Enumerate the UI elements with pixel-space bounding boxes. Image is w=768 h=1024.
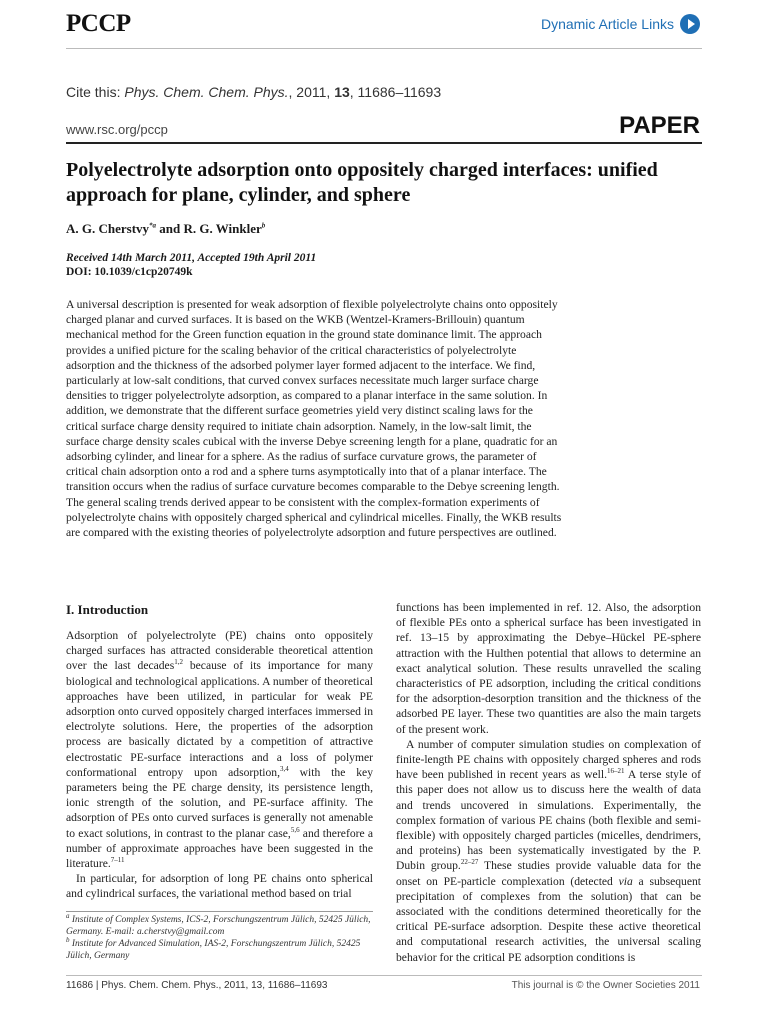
ref-superscript: 1,2 — [174, 658, 183, 667]
text-run: via — [618, 874, 633, 888]
ref-superscript: 16–21 — [607, 767, 625, 776]
cite-prefix: Cite this: — [66, 84, 125, 100]
footnote-rule — [66, 911, 373, 912]
dynamic-links-label[interactable]: Dynamic Article Links — [540, 16, 674, 32]
doi[interactable]: DOI: 10.1039/c1cp20749k — [66, 266, 193, 278]
text-run: Adsorption of polyelectrolyte (PE) chains onto oppositely charged surfaces has attracted considerable theoretical attention over the last decades — [66, 629, 373, 673]
author-1-mark: *a — [149, 221, 157, 230]
abstract: A universal description is presented for weak adsorption of flexible polyelectrolyte chains onto oppositely charged planar and curved surfaces. It is based on the WKB (Wentzel-Kramers-Brillouin) quantum mechanical method for the Green function equation in the ground state dominance limit. The approach provides a unified picture for the scaling behavior of the critical characteristics of polyelectrolyte adsorption and the thickness of the adsorbed polymer layer formed adjacent to the interface. We find, particularly at low-salt conditions, that curved convex surfaces necessitate much larger surface charge densities to trigger polyelectrolyte adsorption, as compared to a planar interface in the same solution. In addition, we demonstrate that the different surface geometries yield very distinct scaling laws for the critical surface charge density required to initiate chain adsorption. Namely, in the low-salt limit, the surface charge density scales cubical with the inverse Debye screening length for a plane, quadratic for an adsorbing cylinder, and linear for a sphere. As the radius of surface curvature grows, the parameter of critical chain adsorption onto a rod and a sphere turns asymptotically into that of a planar interface. The transition occurs when the radius of surface curvature becomes comparable to the Debye screening length. The general scaling trends derived appear to be consistent with the complex-formation experiments of polyelectrolyte chains with oppositely charged spherical and cylindrical micelles. Finally, the WKB results are compared with the existing theories of polyelectrolyte adsorption and future perspectives are outlined. — [66, 298, 562, 540]
author-and: and — [156, 221, 184, 236]
cite-volume: 13 — [334, 84, 350, 100]
journal-name: PCCP — [66, 10, 131, 37]
text-run: with the key parameters being the PE charge density, its persistence length, ionic strength of the solution, and PE-surface affinity. The adsorption of PEs onto curved surfaces is generally not amenable to exact solutions, in contrast to the planar case, — [66, 765, 373, 840]
footnote-mark: b — [66, 935, 70, 944]
footnote-text: Institute of Complex Systems, ICS-2, Forschungszentrum Jülich, 52425 Jülich, Germany. E-mail: a.cherstvy@gmail.com — [66, 915, 371, 937]
text-run: A terse style of this paper does not allow us to discuss here the wealth of data and trends uncovered in simulations. Experimentally, the complex formation of various PE chains (both flexible and semi-flexible) with oppositely charged particles (micelles, dendrimers, and proteins) has been systematically investigated by the P. Dubin group. — [396, 768, 701, 873]
author-2: R. G. Winkler — [183, 221, 262, 236]
column-right — [396, 600, 701, 965]
authors — [66, 221, 265, 237]
play-circle-icon[interactable] — [680, 14, 700, 34]
cite-pages: , 11686–11693 — [349, 84, 442, 100]
footer-copyright: This journal is © the Owner Societies 2011 — [511, 980, 700, 991]
article-type-label: PAPER — [619, 112, 700, 139]
ref-superscript: 3,4 — [280, 764, 289, 773]
footnote-mark: a — [66, 911, 70, 920]
author-1: A. G. Cherstvy — [66, 221, 150, 236]
text-run: A number of computer simulation studies on complexation of finite-length PE chains with oppositely charged spheres and rods have been published in recent years as well. — [396, 737, 701, 782]
footnotes — [66, 911, 373, 962]
cite-journal: Phys. Chem. Chem. Phys. — [124, 84, 289, 100]
cite-year: , 2011, — [288, 84, 335, 100]
received-dates: Received 14th March 2011, Accepted 19th April 2011 — [66, 252, 317, 264]
header-rule — [66, 48, 702, 49]
text-run: because of its importance for many biological and technological applications. A number of theoretical approaches have been utilized, in particular for weak PE adsorption onto curved oppositely charged interfaces immersed in electrolyte solutions. Here, the properties of the adsorption process are basically dictated by a competition of attractive electrostatic PE-surface interactions and a loss of polymer conformational entropy upon adsorption, — [66, 659, 374, 779]
citation-line — [66, 84, 441, 100]
footnote-b — [66, 935, 373, 962]
ref-superscript: 22–27 — [460, 858, 479, 867]
paragraph — [66, 628, 373, 871]
journal-url[interactable]: www.rsc.org/pccp — [66, 122, 168, 137]
paragraph: In particular, for adsorption of long PE chains onto spherical and cylindrical surfaces, the variational method based on trial — [66, 872, 373, 901]
footer-citation: 11686 | Phys. Chem. Chem. Phys., 2011, 13, 11686–11693 — [66, 980, 328, 991]
section-heading: I. Introduction — [66, 602, 149, 617]
footnote-text: Institute for Advanced Simulation, IAS-2, Forschungszentrum Jülich, 52425 Jülich, Germany — [66, 939, 361, 961]
text-run: These studies provide valuable data for the onset on PE-particle complexation (detected — [396, 859, 701, 888]
article-title: Polyelectrolyte adsorption onto oppositely charged interfaces: unified approach for plane, cylinder, and sphere — [66, 159, 658, 206]
ref-superscript: 5,6 — [290, 825, 300, 834]
paragraph: functions has been implemented in ref. 12. Also, the adsorption of flexible PEs onto a spherical surface has been investigated in ref. 13–15 by approximating the Debye–Hückel PE-sphere attraction with the Hulthen potential that allows to determine an exact analytical solution. These results unravelled the scaling characteristics of PE adsorption, including the critical conditions for the adsorption-desorption transition and the thickness of the adsorbed PE layer. These two quantities are also the main targets of the present work. — [396, 601, 701, 736]
paragraph — [396, 737, 701, 965]
text-run: a subsequent precipitation of complexes from the solution) that can be associated with the conditions determined theoretically for the critical PE-surface adsorption. Despite these active theoretical and computational research activities, the universal scaling behavior for the critical PE adsorption conditions is — [396, 874, 701, 964]
column-left — [66, 628, 373, 902]
author-2-mark: b — [261, 221, 266, 230]
footnote-a — [66, 911, 373, 938]
text-run: and therefore a number of approximate approaches have been suggested in the literature. — [66, 826, 373, 871]
dynamic-article-links[interactable] — [541, 14, 700, 34]
title-rule — [66, 142, 702, 144]
footer-rule — [66, 975, 702, 976]
ref-superscript: 7–11 — [110, 856, 125, 865]
